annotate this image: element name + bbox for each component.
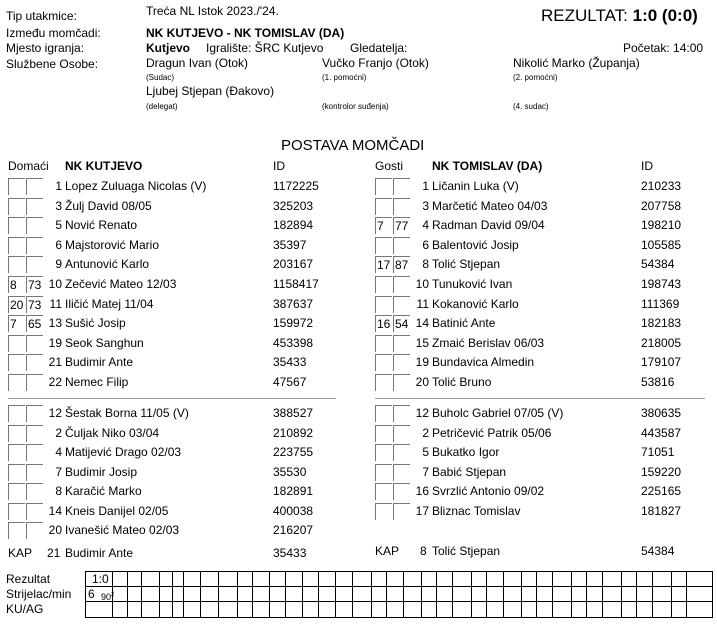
home-bench-box xyxy=(8,405,25,422)
home-player-name: Majstorović Mario xyxy=(65,238,160,252)
home-bench-box xyxy=(26,444,43,461)
away-player-name: Tolić Stjepan xyxy=(432,257,501,271)
official-role: (Sudac) xyxy=(146,73,175,82)
away-bench-name: Bliznac Tomislav xyxy=(432,504,521,518)
grid-cell-line xyxy=(112,572,113,617)
divider xyxy=(375,398,705,399)
away-bench-box xyxy=(375,483,392,500)
away-player-number: 20 xyxy=(415,375,429,389)
grid-cell-line xyxy=(200,572,201,617)
home-bench-box xyxy=(8,444,25,461)
home-player-number: 3 xyxy=(55,199,62,213)
grid-cell-line xyxy=(318,572,319,617)
grid-cell-line xyxy=(421,572,422,617)
away-player-number: 8 xyxy=(422,257,429,271)
home-sub-in-box xyxy=(8,198,25,215)
away-sub-in-box: 16 xyxy=(377,317,391,331)
home-bench-number: 20 xyxy=(48,523,62,537)
home-sub-in-box xyxy=(8,178,25,195)
away-sub-minute-box xyxy=(393,276,410,293)
home-player-id: 35433 xyxy=(273,355,307,369)
home-player-id: 35397 xyxy=(273,238,307,252)
home-sub-minute-box xyxy=(26,198,43,215)
away-bench-name: Petričević Patrik 05/06 xyxy=(432,426,552,440)
away-player-number: 6 xyxy=(422,238,429,252)
home-player-id: 1158417 xyxy=(273,277,319,291)
footer-kuag-label: KU/AG xyxy=(6,602,44,616)
grid-cell-line xyxy=(571,572,572,617)
home-bench-box xyxy=(26,522,43,539)
official-name: Dragun Ivan (Otok) xyxy=(146,56,249,70)
official-role: (kontrolor suđenja) xyxy=(322,102,389,111)
away-player-name: Tolić Bruno xyxy=(432,375,492,389)
home-bench-number: 2 xyxy=(55,426,62,440)
away-bench-box xyxy=(375,464,392,481)
home-bench-name: Karačić Marko xyxy=(65,484,142,498)
away-sub-in-box xyxy=(375,276,392,293)
home-player-number: 21 xyxy=(48,355,62,369)
home-sub-in-box xyxy=(8,374,25,391)
grid-cell-line xyxy=(252,572,253,617)
grid-line xyxy=(86,586,712,587)
away-bench-box xyxy=(375,425,392,442)
away-player-name: Kokanović Karlo xyxy=(432,297,519,311)
grid-cell-line xyxy=(471,572,472,617)
gledatelja: Gledatelja: xyxy=(350,41,408,55)
away-player-number: 4 xyxy=(422,218,429,232)
home-player-name: Antunović Karlo xyxy=(65,257,150,271)
away-bench-name: Buholc Gabriel 07/05 (V) xyxy=(432,406,564,420)
scorer-number: 6 xyxy=(88,587,95,601)
grid-cell-line xyxy=(586,572,587,617)
home-player-number: 11 xyxy=(49,297,62,311)
away-player-name: Balentović Josip xyxy=(432,238,519,252)
home-team-name: NK KUTJEVO xyxy=(65,159,143,173)
away-player-number: 19 xyxy=(415,355,429,369)
away-bench-name: Bukatko Igor xyxy=(432,445,500,459)
away-sub-in-box xyxy=(375,335,392,352)
away-bench-number: 5 xyxy=(422,445,429,459)
home-sub-minute-box: 73 xyxy=(28,278,42,292)
away-bench-id: 225165 xyxy=(641,484,682,498)
home-player-name: Zečević Mateo 12/03 xyxy=(65,277,177,291)
home-bench-number: 8 xyxy=(55,484,62,498)
footer-strijelac-label: Strijelac/min xyxy=(6,587,72,601)
home-sub-in-box xyxy=(8,354,25,371)
home-bench-name: Šestak Borna 11/05 (V) xyxy=(65,406,189,420)
home-player-number: 6 xyxy=(55,238,62,252)
home-bench-id: 388527 xyxy=(273,406,314,420)
away-sub-minute-box xyxy=(393,237,410,254)
home-bench-box xyxy=(26,464,43,481)
away-sub-in-box: 7 xyxy=(375,217,392,234)
grid-cell-line xyxy=(602,572,603,617)
grid-cell-line xyxy=(652,572,653,617)
away-bench-number: 2 xyxy=(422,426,429,440)
home-sub-in-box xyxy=(8,335,25,352)
home-bench-name: Matijević Drago 02/03 xyxy=(65,445,182,459)
away-sub-minute-box xyxy=(393,178,410,195)
away-kap-number: 8 xyxy=(420,544,427,558)
away-sub-minute-box xyxy=(393,198,410,215)
tip-value: Treća NL Istok 2023./'24. xyxy=(146,4,279,18)
home-bench-box xyxy=(8,503,25,520)
home-sub-minute-box xyxy=(26,217,43,234)
grid-cell-line xyxy=(486,572,487,617)
away-sub-in-box xyxy=(375,354,392,371)
away-bench-id: 443587 xyxy=(641,426,682,440)
away-player-id: 179107 xyxy=(641,355,682,369)
home-bench-box xyxy=(26,503,43,520)
home-bench-id: 223755 xyxy=(273,445,314,459)
home-sub-minute-box xyxy=(26,335,43,352)
official-name: Vučko Franjo (Otok) xyxy=(322,56,429,70)
home-player-id: 182894 xyxy=(273,218,314,232)
grid-line xyxy=(86,601,712,602)
home-bench-id: 216207 xyxy=(273,523,314,537)
away-sub-minute-box: 54 xyxy=(395,317,409,331)
away-sub-minute-box xyxy=(393,296,410,313)
home-bench-box xyxy=(8,425,25,442)
home-bench-box xyxy=(8,483,25,500)
away-sub-in-box xyxy=(375,374,392,391)
home-sub-minute-box xyxy=(26,354,43,371)
away-bench-box xyxy=(375,444,392,461)
grid-cell-line xyxy=(521,572,522,617)
home-bench-box xyxy=(8,464,25,481)
footer-rezultat-label: Rezultat xyxy=(6,572,51,586)
home-player-id: 453398 xyxy=(273,336,314,350)
away-player-id: 182183 xyxy=(641,316,682,330)
away-player-name: Zmaić Berislav 06/03 xyxy=(432,336,545,350)
away-kap-label: KAP xyxy=(375,544,400,558)
grid-cell-line xyxy=(285,572,286,617)
away-sub-minute-box: 77 xyxy=(395,219,409,233)
away-sub-minute-box xyxy=(393,354,410,371)
sluzbene-label: Službene Osobe: xyxy=(6,57,99,71)
rezultat-block xyxy=(541,6,698,26)
away-player-id: 198210 xyxy=(641,218,682,232)
home-bench-box xyxy=(26,483,43,500)
home-kap-number: 21 xyxy=(47,546,61,560)
igraliste: Igralište: ŠRC Kutjevo xyxy=(206,41,324,55)
away-bench-number: 16 xyxy=(415,484,429,498)
home-sub-in-box: 20 xyxy=(10,298,24,312)
score-grid xyxy=(85,571,713,618)
home-player-id: 1172225 xyxy=(273,179,319,193)
away-player-id: 198743 xyxy=(641,277,682,291)
away-player-id: 210233 xyxy=(641,179,682,193)
grid-cell-line xyxy=(403,572,404,617)
home-sub-in-box: 8 xyxy=(8,276,25,293)
grid-cell-line xyxy=(503,572,504,617)
away-sub-minute-box xyxy=(393,335,410,352)
official-role: (1. pomoćni) xyxy=(322,73,367,82)
away-player-id: 207758 xyxy=(641,199,682,213)
home-sub-minute-box xyxy=(26,178,43,195)
home-bench-number: 4 xyxy=(55,445,62,459)
mjesto-value: Kutjevo xyxy=(146,41,191,55)
away-bench-box xyxy=(393,444,410,461)
away-player-name: Marčetić Mateo 04/03 xyxy=(432,199,548,213)
grid-cell-line xyxy=(552,572,553,617)
away-bench-name: Babić Stjepan xyxy=(432,465,507,479)
home-player-id: 159972 xyxy=(273,316,314,330)
away-player-name: Ličanin Luka (V) xyxy=(432,179,519,193)
home-player-name: Nemec Filip xyxy=(65,375,129,389)
home-bench-number: 14 xyxy=(48,504,62,518)
away-bench-number: 17 xyxy=(415,504,429,518)
home-player-name: Budimir Ante xyxy=(65,355,134,369)
away-sub-in-box xyxy=(375,178,392,195)
home-player-name: Nović Renato xyxy=(65,218,138,232)
home-kap-label: KAP xyxy=(8,546,33,560)
grid-cell-line xyxy=(172,572,173,617)
grid-cell-line xyxy=(686,572,687,617)
home-player-name: Iličić Matej 11/04 xyxy=(65,297,154,311)
home-sub-minute-box xyxy=(26,256,43,273)
home-kap-id: 35433 xyxy=(273,546,307,560)
home-bench-box xyxy=(26,425,43,442)
home-bench-id: 400038 xyxy=(273,504,314,518)
home-player-number: 22 xyxy=(48,375,62,389)
home-bench-box xyxy=(26,405,43,422)
home-kap-name: Budimir Ante xyxy=(65,546,134,560)
away-bench-box xyxy=(393,503,410,520)
away-bench-number: 7 xyxy=(422,465,429,479)
grid-cell-line xyxy=(159,572,160,617)
home-bench-id: 35530 xyxy=(273,465,307,479)
away-bench-id: 380635 xyxy=(641,406,682,420)
home-player-name: Seok Sanghun xyxy=(65,336,144,350)
away-bench-id: 71051 xyxy=(641,445,675,459)
away-player-name: Radman David 09/04 xyxy=(432,218,545,232)
grid-cell-line xyxy=(183,572,184,617)
rezultat-value: 1:0 (0:0) xyxy=(632,6,698,25)
away-bench-box xyxy=(393,405,410,422)
home-sub-minute-box xyxy=(26,374,43,391)
home-player-id: 203167 xyxy=(273,257,314,271)
home-bench-name: Kneis Danijel 02/05 xyxy=(65,504,169,518)
away-sub-in-box xyxy=(375,296,392,313)
home-player-number: 13 xyxy=(48,316,62,330)
home-sub-minute-box: 65 xyxy=(28,317,42,331)
home-side-label: Domaći xyxy=(8,159,49,173)
izmedu-label: Između momčadi: xyxy=(6,26,101,40)
grid-cell-line xyxy=(218,572,219,617)
home-bench-number: 12 xyxy=(48,406,62,420)
away-player-id: 54384 xyxy=(641,257,675,271)
grid-cell-line xyxy=(621,572,622,617)
away-player-id: 218005 xyxy=(641,336,682,350)
home-player-id: 387637 xyxy=(273,297,314,311)
home-bench-id: 182891 xyxy=(273,484,314,498)
home-sub-minute-box xyxy=(26,237,43,254)
home-player-name: Lopez Zuluaga Nicolas (V) xyxy=(65,179,207,193)
home-player-number: 5 xyxy=(55,218,62,232)
grid-cell-line xyxy=(636,572,637,617)
grid-cell-line xyxy=(671,572,672,617)
away-player-name: Bundavica Almedin xyxy=(432,355,535,369)
away-team-name: NK TOMISLAV (DA) xyxy=(432,159,543,173)
grid-cell-line xyxy=(536,572,537,617)
home-player-id: 325203 xyxy=(273,199,314,213)
away-sub-in-box: 17 xyxy=(377,258,391,272)
mjesto-label: Mjesto igranja: xyxy=(6,41,85,55)
home-player-number: 1 xyxy=(55,179,62,193)
izmedu-value: NK KUTJEVO - NK TOMISLAV (DA) xyxy=(146,26,345,40)
grid-cell-line xyxy=(335,572,336,617)
away-bench-name: Svrzlić Antonio 09/02 xyxy=(432,484,545,498)
grid-cell-line xyxy=(237,572,238,617)
away-bench-box xyxy=(393,483,410,500)
official-role: (2. pomoćni) xyxy=(513,73,558,82)
grid-cell-line xyxy=(436,572,437,617)
grid-cell-line xyxy=(452,572,453,617)
grid-cell-line xyxy=(352,572,353,617)
home-id-header: ID xyxy=(273,159,285,173)
home-bench-name: Budimir Josip xyxy=(65,465,138,479)
away-bench-id: 159220 xyxy=(641,465,682,479)
away-sub-in-box xyxy=(375,237,392,254)
tip-label: Tip utakmice: xyxy=(6,9,77,23)
home-player-id: 47567 xyxy=(273,375,307,389)
away-bench-box xyxy=(375,503,392,520)
away-sub-in-box xyxy=(375,198,392,215)
home-bench-number: 7 xyxy=(55,465,62,479)
away-player-name: Tunuković Ivan xyxy=(432,277,513,291)
away-sub-minute-box xyxy=(393,374,410,391)
home-sub-minute-box: 73 xyxy=(28,298,42,312)
official-name: Ljubej Stjepan (Đakovo) xyxy=(146,84,275,98)
home-bench-name: Ivanešić Mateo 02/03 xyxy=(65,523,180,537)
home-sub-in-box: 7 xyxy=(8,315,25,332)
grid-cell-line xyxy=(141,572,142,617)
home-sub-in-box xyxy=(8,237,25,254)
home-player-number: 19 xyxy=(48,336,62,350)
home-sub-in-box xyxy=(8,217,25,234)
away-player-number: 1 xyxy=(422,179,429,193)
grid-cell-line xyxy=(269,572,270,617)
away-player-number: 11 xyxy=(416,297,429,311)
home-player-name: Žulj David 08/05 xyxy=(65,199,152,213)
away-player-name: Batinić Ante xyxy=(432,316,496,330)
home-player-number: 9 xyxy=(55,257,62,271)
home-bench-name: Čuljak Niko 03/04 xyxy=(65,426,160,440)
away-bench-id: 181827 xyxy=(641,504,682,518)
pocetak: Početak: 14:00 xyxy=(623,41,704,55)
away-bench-box xyxy=(375,405,392,422)
away-kap-name: Tolić Stjepan xyxy=(432,544,501,558)
divider xyxy=(8,398,336,399)
grid-cell-line xyxy=(386,572,387,617)
away-player-id: 111369 xyxy=(641,297,680,311)
official-role: (4. sudac) xyxy=(513,102,549,111)
home-bench-box xyxy=(8,522,25,539)
footer-score: 1:0 xyxy=(92,572,109,586)
away-player-number: 15 xyxy=(415,336,429,350)
away-player-number: 3 xyxy=(422,199,429,213)
away-player-number: 10 xyxy=(415,277,429,291)
official-name: Nikolić Marko (Županja) xyxy=(513,56,640,70)
grid-cell-line xyxy=(302,572,303,617)
section-title: POSTAVA MOMČADI xyxy=(281,137,425,154)
rezultat-label: REZULTAT: xyxy=(541,6,628,25)
away-player-id: 105585 xyxy=(641,238,682,252)
scorer-minute: $90^2$ xyxy=(101,592,115,602)
away-side-label: Gosti xyxy=(375,159,404,173)
home-bench-id: 210892 xyxy=(273,426,314,440)
away-player-number: 14 xyxy=(415,316,429,330)
away-sub-minute-box: 87 xyxy=(395,258,409,272)
away-id-header: ID xyxy=(641,159,653,173)
away-bench-number: 12 xyxy=(415,406,429,420)
away-player-id: 53816 xyxy=(641,375,675,389)
home-player-name: Sušić Josip xyxy=(65,316,126,330)
home-player-number: 10 xyxy=(48,277,62,291)
grid-cell-line xyxy=(371,572,372,617)
grid-cell-line xyxy=(127,572,128,617)
away-bench-box xyxy=(393,464,410,481)
home-sub-in-box xyxy=(8,256,25,273)
official-role: (delegat) xyxy=(146,102,178,111)
away-kap-id: 54384 xyxy=(641,544,675,558)
away-bench-box xyxy=(393,425,410,442)
